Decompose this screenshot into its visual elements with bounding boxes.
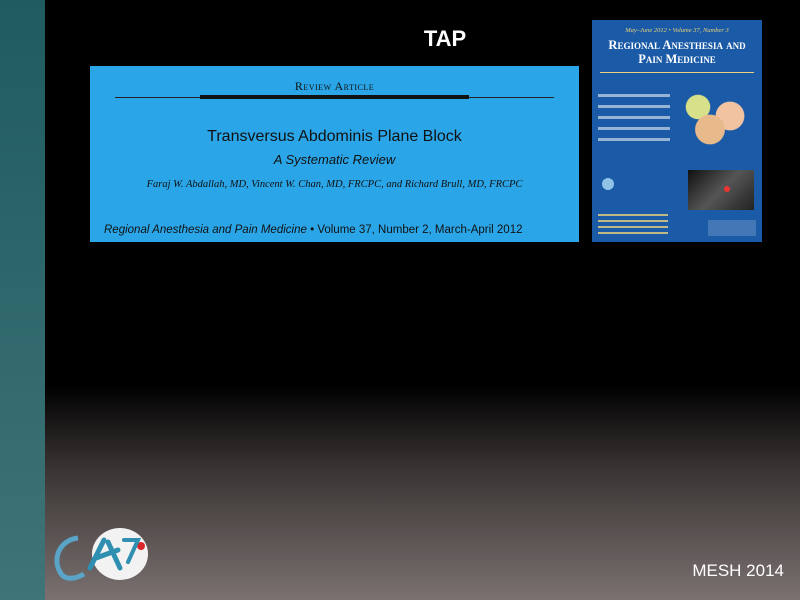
cover-ultrasound-image bbox=[688, 170, 754, 210]
cover-illustration bbox=[674, 80, 754, 170]
article-authors: Faraj W. Abdallah, MD, Vincent W. Chan, MD, FRCPC, and Richard Brull, MD, FRCPC bbox=[146, 179, 523, 190]
cover-contents bbox=[598, 94, 670, 149]
cover-divider bbox=[600, 72, 754, 73]
ch-logo-icon bbox=[50, 528, 150, 586]
cover-publisher-logo bbox=[708, 220, 756, 236]
citation-separator: • bbox=[310, 224, 315, 236]
side-bar bbox=[0, 0, 45, 600]
cover-content-line bbox=[598, 116, 670, 119]
cover-footer-text bbox=[598, 214, 668, 238]
journal-cover bbox=[592, 20, 762, 242]
divider-thick bbox=[200, 95, 469, 99]
cover-content-line bbox=[598, 105, 670, 108]
journal-name: Regional Anesthesia and Pain Medicine bbox=[104, 224, 307, 236]
cover-issue-line: May–June 2012 • Volume 37, Number 3 bbox=[625, 27, 729, 34]
cover-content-line bbox=[598, 94, 670, 97]
section-label: Review Article bbox=[294, 79, 375, 93]
cover-journal-title: Regional Anesthesia and Pain Medicine bbox=[608, 38, 746, 66]
article-citation bbox=[104, 224, 569, 236]
article-title: Transversus Abdominis Plane Block bbox=[207, 128, 462, 145]
volume-info: Volume 37, Number 2, March-April 2012 bbox=[317, 224, 523, 236]
slide-title: TAP bbox=[423, 26, 467, 51]
footer-label: MESH 2014 bbox=[692, 561, 784, 580]
article-banner bbox=[90, 66, 579, 242]
cover-badge-icon bbox=[602, 178, 614, 190]
cover-content-line bbox=[598, 127, 670, 130]
cover-content-line bbox=[598, 138, 670, 141]
article-subtitle: A Systematic Review bbox=[273, 152, 396, 167]
